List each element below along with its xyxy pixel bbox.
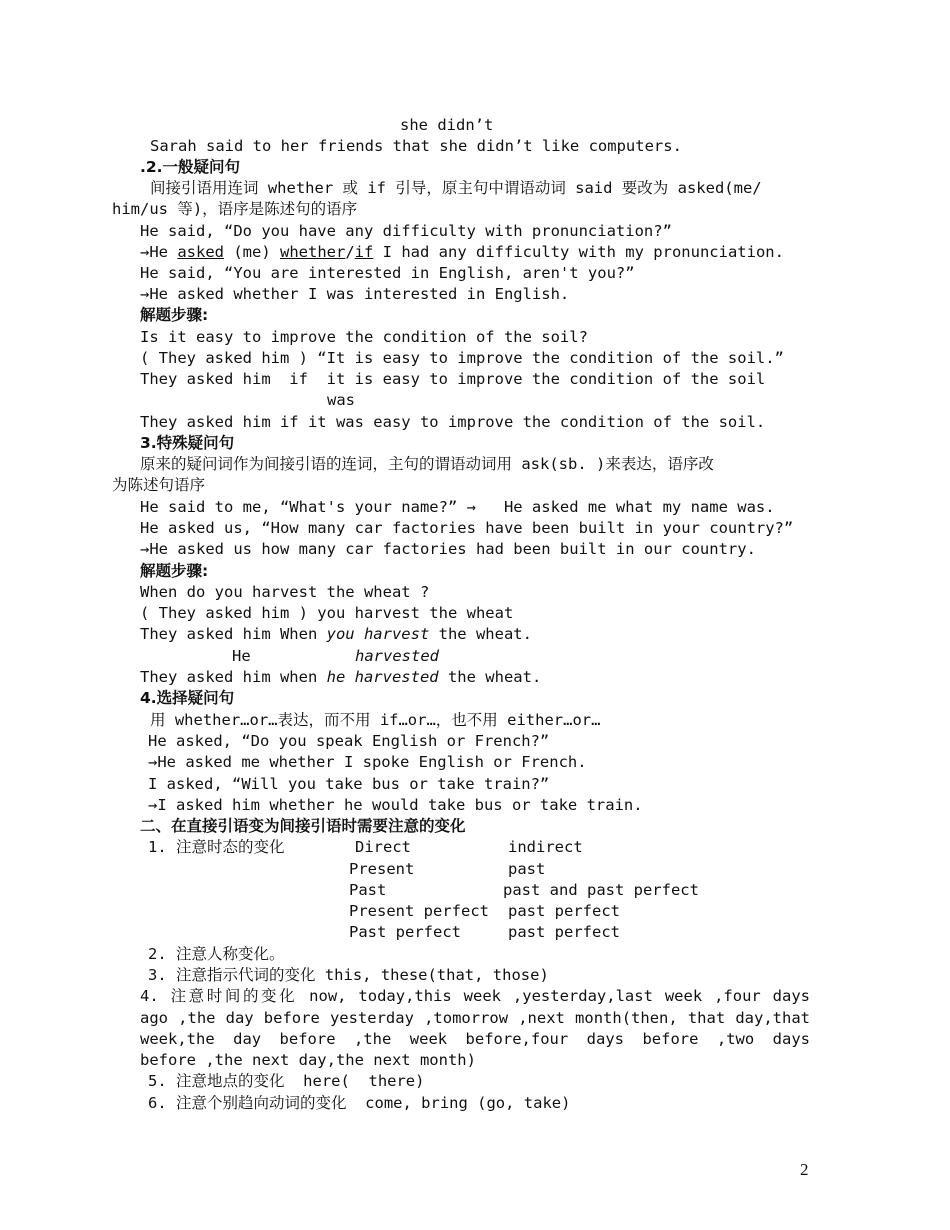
text-line: Sarah said to her friends that she didn’t like computers. <box>150 137 682 155</box>
text-line: ( They asked him ) “It is easy to improve the condition of the soil.” <box>140 349 784 367</box>
section-heading: 二、在直接引语变为间接引语时需要注意的变化 <box>140 817 466 835</box>
tense-direct: Present perfect <box>349 902 489 920</box>
tense-indirect: past perfect <box>508 923 620 941</box>
text-line: He said, “You are interested in English, aren't you?” <box>140 264 635 282</box>
text-line <box>140 624 532 644</box>
text-line: she didn’t <box>400 116 494 134</box>
underlined-word: whether <box>280 243 346 261</box>
text-line: 为陈述句语序 <box>112 476 206 494</box>
steps-heading: 解题步骤: <box>140 306 209 324</box>
underlined-word: asked <box>177 243 224 261</box>
text-span: →He <box>140 243 178 261</box>
list-item: 2. 注意人称变化。 <box>148 945 285 963</box>
underlined-word: if <box>354 243 374 261</box>
text-span: the wheat. <box>438 668 542 686</box>
italic-phrase: you harvest <box>326 625 430 643</box>
list-item: 5. 注意地点的变化 here( there) <box>148 1072 425 1090</box>
tense-indirect: past perfect <box>508 902 620 920</box>
section-heading: 3.特殊疑问句 <box>140 434 235 452</box>
text-line: him/us 等)，语序是陈述句的语序 <box>112 200 358 218</box>
page-number: 2 <box>800 1160 809 1179</box>
text-line: →He asked whether I was interested in English. <box>140 285 570 303</box>
text-line: He said to me, “What's your name?” → He asked me what my name was. <box>140 498 775 516</box>
text-line: They asked him if it is easy to improve the condition of the soil <box>140 370 766 388</box>
tense-direct: Present <box>349 860 415 878</box>
text-span: I had any difficulty with my pronunciation. <box>373 243 784 261</box>
tense-direct: Direct <box>355 838 411 856</box>
text-line: He asked, “Do you speak English or French?” <box>148 732 550 750</box>
text-line: →I asked him whether he would take bus or take train. <box>148 796 643 814</box>
list-item: 4. 注意时间的变化 now, today,this week ,yesterday,last week ,four days <box>140 987 810 1005</box>
text-span: (me) <box>224 243 280 261</box>
text-line <box>140 667 541 687</box>
text-line: →He asked me whether I spoke English or French. <box>148 753 587 771</box>
text-line: week,the day before ,the week before,four days before ,two days <box>140 1030 810 1048</box>
tense-direct: Past <box>349 881 387 899</box>
text-line: ago ,the day before yesterday ,tomorrow ,next month(then, that day,that <box>140 1009 810 1027</box>
text-line: I asked, “Will you take bus or take train?” <box>148 775 550 793</box>
text-line: before ,the next day,the next month) <box>140 1051 476 1069</box>
text-line: They asked him if it was easy to improve the condition of the soil. <box>140 413 766 431</box>
list-item: 3. 注意指示代词的变化 this, these(that, those) <box>148 966 549 984</box>
text-line: ( They asked him ) you harvest the wheat <box>140 604 514 622</box>
steps-heading: 解题步骤: <box>140 562 209 580</box>
italic-phrase: harvested <box>355 647 439 665</box>
text-line: 用 whether…or…表达，而不用 if…or…，也不用 either…or… <box>150 711 601 729</box>
text-span: They asked him When <box>140 625 327 643</box>
text-line: He said, “Do you have any difficulty with pronunciation?” <box>140 222 672 240</box>
tense-direct: Past perfect <box>349 923 461 941</box>
tense-indirect: indirect <box>508 838 583 856</box>
list-item: 1. 注意时态的变化 <box>148 838 285 856</box>
text-line <box>140 242 784 262</box>
text-line: Is it easy to improve the condition of the soil? <box>140 328 588 346</box>
tense-indirect: past and past perfect <box>503 881 699 899</box>
italic-phrase: he harvested <box>326 668 439 686</box>
text-line: 间接引语用连词 whether 或 if 引导，原主句中谓语动词 said 要改为 asked(me/ <box>150 179 762 197</box>
text-span: They asked him when <box>140 668 327 686</box>
list-item: 6. 注意个别趋向动词的变化 come, bring (go, take) <box>148 1094 571 1112</box>
text-line: He <box>232 647 251 665</box>
text-span: / <box>345 243 355 261</box>
text-line: →He asked us how many car factories had been built in our country. <box>140 540 756 558</box>
tense-indirect: past <box>508 860 546 878</box>
text-line: was <box>327 391 355 409</box>
section-heading: .2.一般疑问句 <box>140 158 241 176</box>
section-heading: 4.选择疑问句 <box>140 689 235 707</box>
text-line: 原来的疑问词作为间接引语的连词，主句的谓语动词用 ask(sb. )来表达，语序改 <box>140 455 714 473</box>
text-line: He asked us, “How many car factories have been built in your country?” <box>140 519 794 537</box>
text-line: When do you harvest the wheat ? <box>140 583 430 601</box>
text-span: the wheat. <box>429 625 532 643</box>
